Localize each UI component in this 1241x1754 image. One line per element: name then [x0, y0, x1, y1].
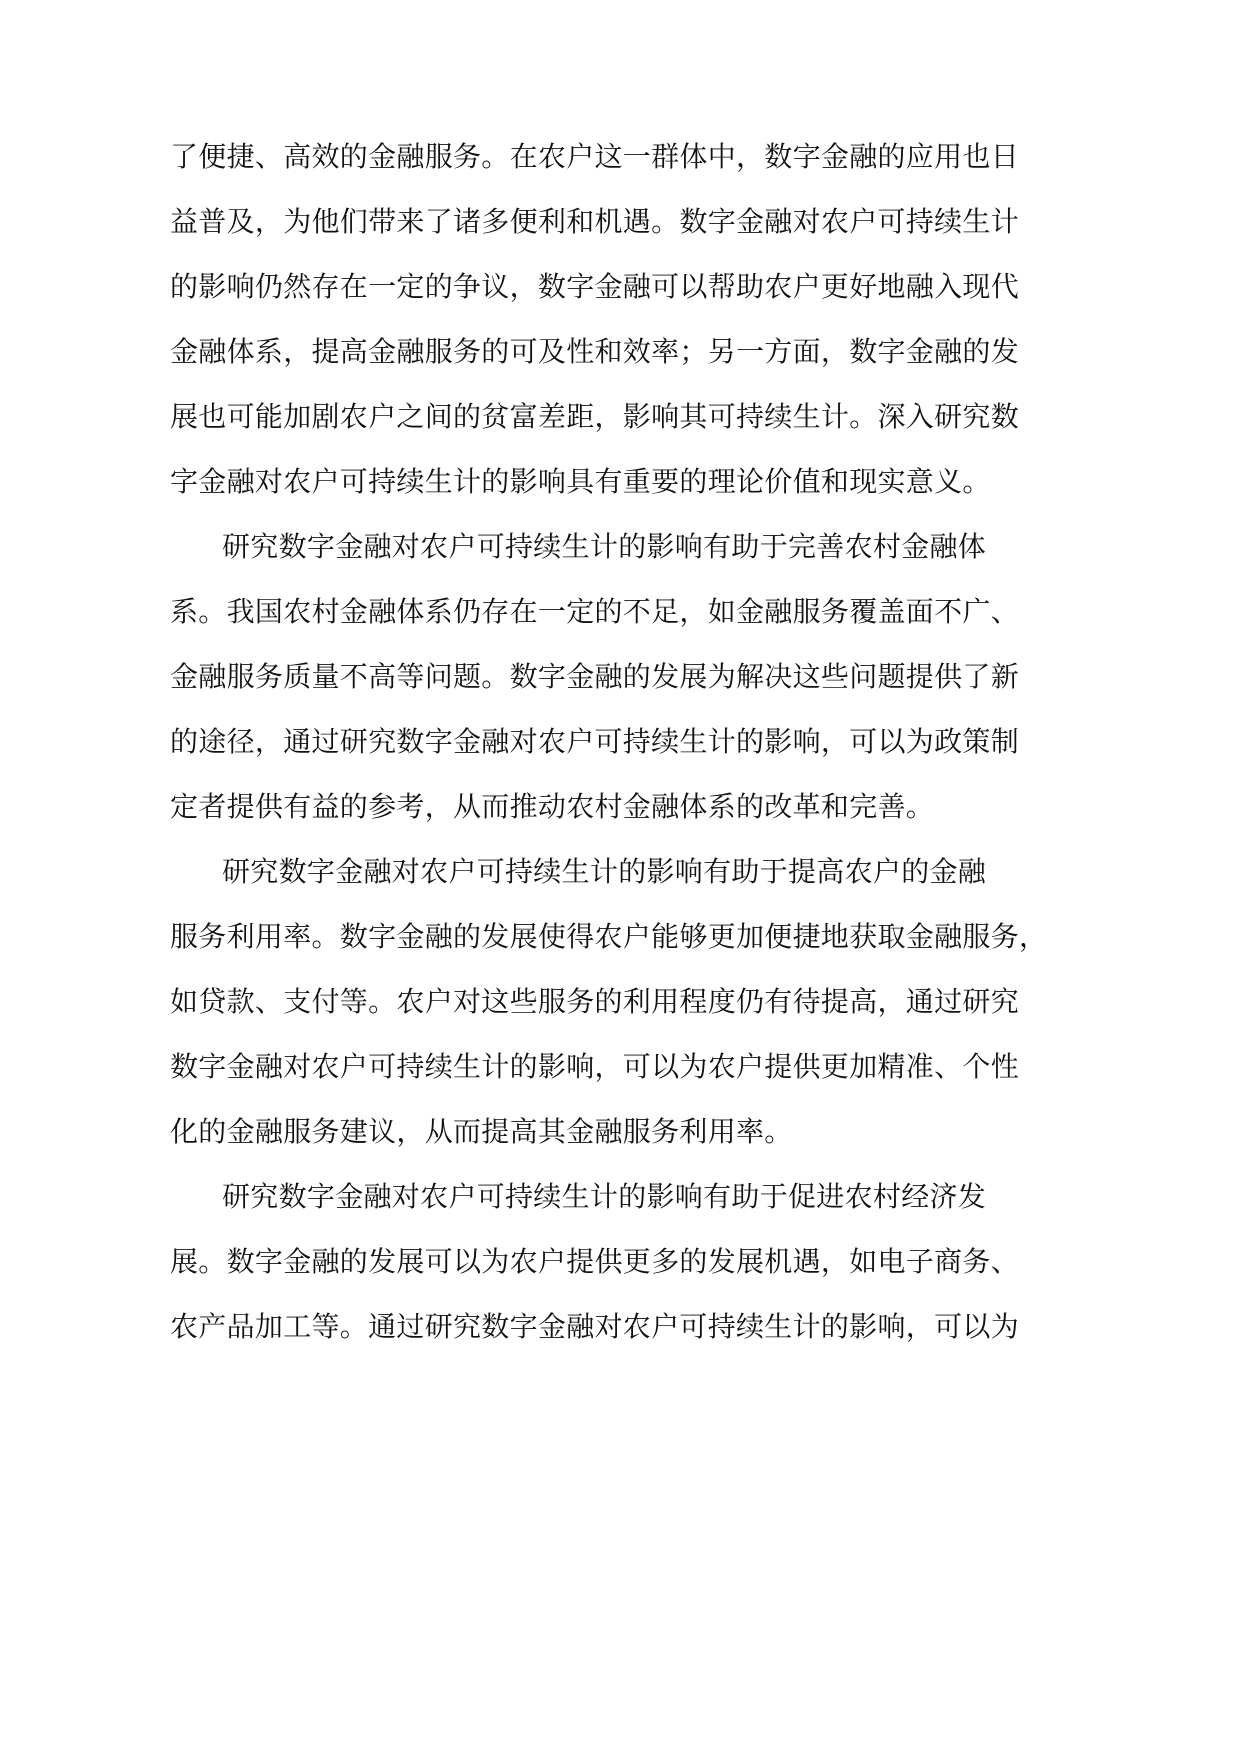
text-line: 展。数字金融的发展可以为农户提供更多的发展机遇，如电子商务、 [170, 1245, 1020, 1278]
text-line: 研究数字金融对农户可持续生计的影响有助于提高农户的金融 [222, 855, 987, 888]
text-line: 研究数字金融对农户可持续生计的影响有助于促进农村经济发 [222, 1180, 987, 1213]
text-line: 如贷款、支付等。农户对这些服务的利用程度仍有待提高，通过研究 [170, 985, 1020, 1018]
text-line: 研究数字金融对农户可持续生计的影响有助于完善农村金融体 [222, 530, 987, 563]
text-line: 服务利用率。数字金融的发展使得农户能够更加便捷地获取金融服务， [170, 920, 1048, 953]
text-line: 展也可能加剧农户之间的贫富差距，影响其可持续生计。深入研究数 [170, 400, 1020, 433]
text-line: 农产品加工等。通过研究数字金融对农户可持续生计的影响，可以为 [170, 1310, 1020, 1343]
text-line: 化的金融服务建议，从而提高其金融服务利用率。 [170, 1115, 793, 1148]
text-line: 的途径，通过研究数字金融对农户可持续生计的影响，可以为政策制 [170, 725, 1020, 758]
text-line: 系。我国农村金融体系仍存在一定的不足，如金融服务覆盖面不广、 [170, 595, 1020, 628]
text-line: 益普及，为他们带来了诸多便利和机遇。数字金融对农户可持续生计 [170, 205, 1020, 238]
text-line: 数字金融对农户可持续生计的影响，可以为农户提供更加精准、个性 [170, 1050, 1020, 1083]
text-line: 字金融对农户可持续生计的影响具有重要的理论价值和现实意义。 [170, 465, 991, 498]
text-line: 定者提供有益的参考，从而推动农村金融体系的改革和完善。 [170, 790, 935, 823]
text-line: 金融服务质量不高等问题。数字金融的发展为解决这些问题提供了新 [170, 660, 1020, 693]
text-line: 的影响仍然存在一定的争议，数字金融可以帮助农户更好地融入现代 [170, 270, 1020, 303]
text-line: 了便捷、高效的金融服务。在农户这一群体中，数字金融的应用也日 [170, 140, 1020, 173]
text-line: 金融体系，提高金融服务的可及性和效率；另一方面，数字金融的发 [170, 335, 1020, 368]
